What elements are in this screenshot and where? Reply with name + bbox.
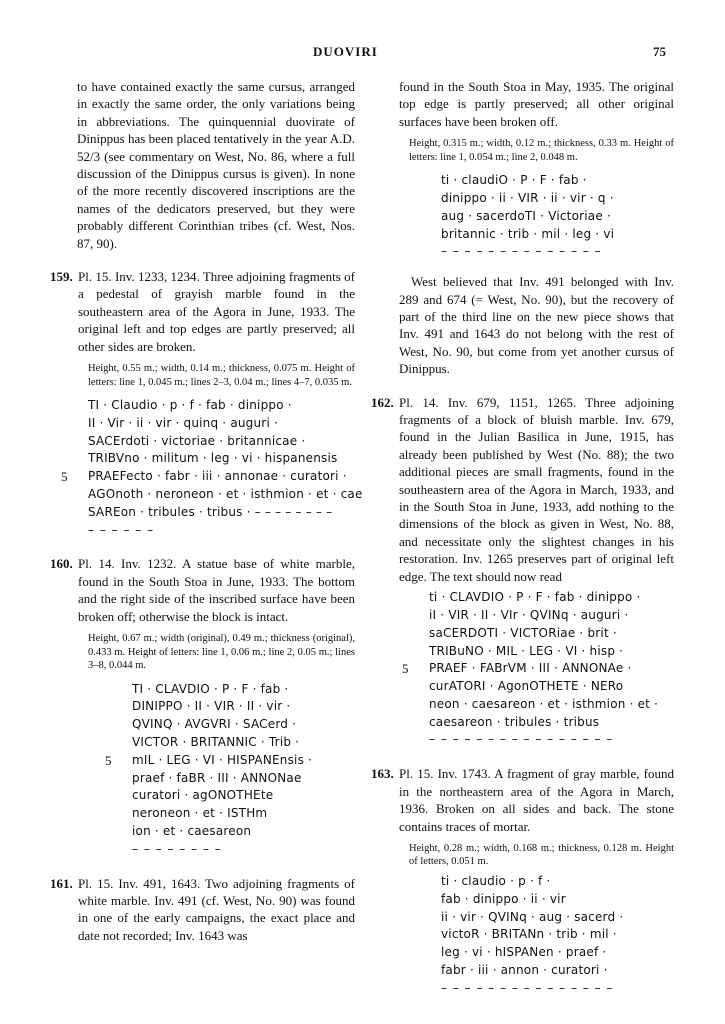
inscription <box>441 873 674 998</box>
inscription-line: TI · Claudio · p · f · fab · dinippo · <box>88 398 292 413</box>
entry-number: 159. <box>50 269 73 285</box>
inscription <box>61 397 363 539</box>
inscription-line: VICTOR · BRITANNIC · Trib · <box>132 734 300 749</box>
inscription-line: neon · caesareon · et · isthmion · et · <box>429 696 659 711</box>
inscription-line: ti · claudio · p · f · <box>441 873 551 888</box>
inscription-line-group <box>402 660 674 678</box>
inscription-break: – – – – – – – – – – – – – – <box>441 244 602 259</box>
inscription-line: victoR · BRITANn · trib · mil · <box>441 927 617 942</box>
left-column <box>50 78 363 944</box>
inscription-line: aug · sacerdoTI · Victoriae · <box>441 208 611 223</box>
inscription-break: – – – – – – – – – – – – – – – – <box>429 732 614 747</box>
entry-161-continued: found in the South Stoa in May, 1935. The original top edge is partly preserved; all other original surfaces have been broken off. <box>399 79 674 129</box>
inscription-line: PRAEF · FABrVM · III · ANNONAe · <box>429 661 632 676</box>
dimensions: Height, 0.315 m.; width, 0.12 m.; thickness, 0.33 m. Height of letters: line 1, 0.054 m.; line 2, 0.048 m. <box>409 138 674 163</box>
inscription-line: curATORI · AgonOTHETE · NERo <box>429 679 624 694</box>
inscription-line: praef · faBR · III · ANNONae <box>132 770 302 785</box>
inscription-line: dinippo · ii · VIR · ii · vir · q · <box>441 191 614 206</box>
intro-paragraph: to have contained exactly the same cursus, arranged in exactly the same order, the only variations being in abbreviations. The quinquennial duovirate of Dinippus has been placed tentatively in the year A.D. 52/3 (see commentary on West, No. 86, where a full discussion of the Dinippus cursus is given). In none of the more recently discovered inscriptions are the names of the dedicators preserved, but they were probably different Corinthian tribes (cf. West, Nos. 87, 90). <box>77 79 355 251</box>
inscription-line: saCERDOTI · VICTORiae · brit · <box>429 625 617 640</box>
entry-159 <box>50 268 363 539</box>
inscription-line: curatori · agONOTHEte <box>132 788 274 803</box>
right-column <box>371 78 674 997</box>
inscription-line: TRIBuNO · MIL · LEG · VI · hisp · <box>429 643 624 658</box>
entry-number: 163. <box>371 766 394 782</box>
inscription-line-group <box>61 468 355 486</box>
inscription-line: mIL · LEG · VI · HISPANEnsis · <box>132 752 313 767</box>
inscription-break: – – – – – – – – <box>132 841 222 856</box>
inscription-line: SACErdoti · victoriae · britannicae · <box>88 433 306 448</box>
inscription <box>105 681 355 859</box>
inscription-line: neroneon · et · ISTHm <box>132 806 268 821</box>
inscription-break: – – – – – – – – – – – – – – – <box>441 980 614 995</box>
entry-160 <box>50 555 355 858</box>
inscription-line: TI · CLAVDIO · P · F · fab · <box>132 681 289 696</box>
line-number: 5 <box>105 752 112 768</box>
inscription-line: SAREon · tribules · tribus · – – – – – – – – <box>88 504 333 519</box>
entry-text: Pl. 14. Inv. 1232. A statue base of white marble, found in the South Stoa in June, 1933. The bottom and the right side of the inscribed surface have been broken off; otherwise the block is intact. <box>78 556 355 624</box>
dimensions: Height, 0.28 m.; width, 0.168 m.; thickness, 0.128 m. Height of letters, 0.051 m. <box>409 842 674 868</box>
inscription-line: iI · VIR · II · VIr · QVINq · auguri · <box>429 607 629 622</box>
entry-text: Pl. 14. Inv. 679, 1151, 1265. Three adjoining fragments of a block of bluish marble. Inv. 679, found in the Julian Basilica in June, 1915, has already been published by West (No. 88); the two additional pieces are small fragments, found in the southeastern area of the Agora in March, 1933, and in the South Stoa in June, 1933, add nothing to the dimensions of the block as given in West, No. 88, and necessitate only the slightest changes in his restoration. Inv. 1265 preserves part of original left edge. The text should now read <box>399 394 674 584</box>
inscription-line: QVINQ · AVGVRI · SACerd · <box>132 717 297 732</box>
entry-163 <box>371 765 674 997</box>
inscription-line: caesareon · tribules · tribus <box>429 714 600 729</box>
entry-text: Pl. 15. Inv. 1233, 1234. Three adjoining fragments of a pedestal of grayish marble found in the southeastern area of the Agora in June, 1933. The original left and top edges are partly preserved; all other sides are broken. <box>78 269 355 354</box>
entry-number: 162. <box>371 394 394 410</box>
entry-161 <box>50 875 355 945</box>
inscription-line: TRIBVno · militum · leg · vi · hispanensis <box>88 451 338 466</box>
page-number: 75 <box>653 44 666 59</box>
note-paragraph: West believed that Inv. 491 belonged with Inv. 289 and 674 (= West, No. 90), but the recovery of part of the third line on the new piece shows that Inv. 491 and 1643 do not belong with the rest of West, No. 90, but come from yet another cursus of Dinippus. <box>399 274 674 377</box>
inscription-line: fabr · iii · annon · curatori · <box>441 962 608 977</box>
inscription-line: britannic · trib · mil · leg · vi <box>441 226 615 241</box>
inscription-line: PRAEFecto · fabr · iii · annonae · curatori · <box>88 469 347 484</box>
inscription <box>441 172 674 261</box>
inscription-line: DINIPPO · II · VIR · II · vir · <box>132 699 291 714</box>
line-number: 5 <box>61 469 68 485</box>
inscription-line-group <box>105 752 355 770</box>
entry-number: 161. <box>50 875 73 891</box>
inscription-line: ti · CLAVDIO · P · F · fab · dinippo · <box>429 590 641 605</box>
inscription-line: II · Vir · ii · vir · quinq · auguri · <box>88 415 279 430</box>
entry-text: Pl. 15. Inv. 1743. A fragment of gray marble, found in the northeastern area of the Agora in March, 1936. Broken on all sides and back. The stone contains traces of mortar. <box>399 766 674 834</box>
entry-number: 160. <box>50 556 73 572</box>
inscription-line: ti · claudiO · P · F · fab · <box>441 173 587 188</box>
inscription-line: fab · dinippo · ii · vir <box>441 891 566 906</box>
inscription <box>402 589 674 749</box>
inscription-line: leg · vi · hISPANen · praef · <box>441 945 607 960</box>
entry-162 <box>371 394 674 750</box>
entry-text: Pl. 15. Inv. 491, 1643. Two adjoining fragments of white marble. Inv. 491 (cf. West, No. 90) was found in one of the early campaigns, the exact place and date not recorded; Inv. 1643 was <box>78 875 355 943</box>
dimensions: Height, 0.67 m.; width (original), 0.49 m.; thickness (original), 0.433 m. Height of letters: line 1, 0.06 m.; line 2, 0.05 m.; lines 3–8, 0.044 m. <box>88 633 355 672</box>
inscription-break: – – – – – – <box>88 522 155 537</box>
line-number: 5 <box>402 661 409 677</box>
running-title: DUOVIRI <box>313 44 378 59</box>
inscription-line: ii · vir · QVINq · aug · sacerd · <box>441 909 624 924</box>
inscription-line: AGOnoth · neroneon · et · isthmion · et · cae <box>88 487 363 502</box>
dimensions: Height, 0.55 m.; width, 0.14 m.; thickness, 0.075 m. Height of letters: line 1, 0.045 m.; lines 2–3, 0.04 m.; lines 4–7, 0.035 m. <box>88 363 355 388</box>
page-header <box>0 44 725 64</box>
inscription-line: ion · et · caesareon <box>132 823 252 838</box>
